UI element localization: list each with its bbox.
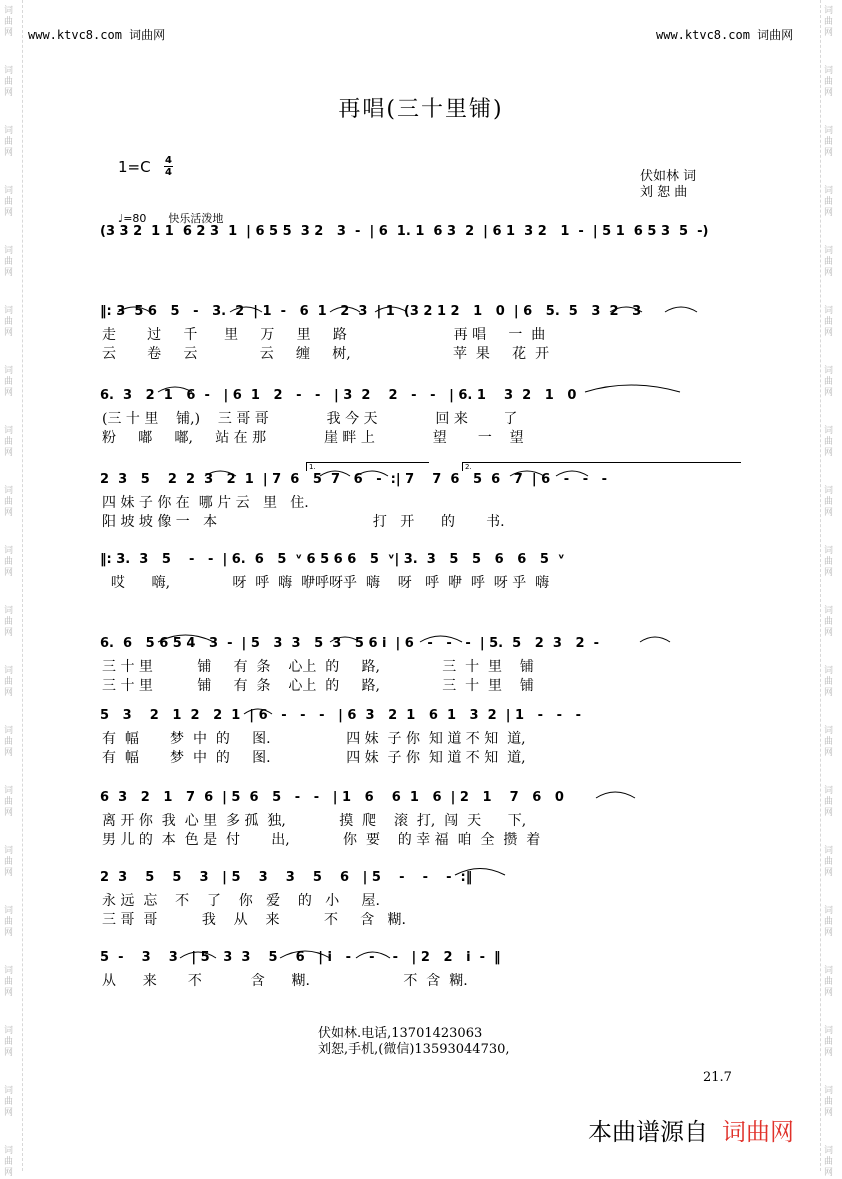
key-signature: 1=C (118, 158, 151, 176)
lyric-line: 男 儿 的 本 色 是 付 出, 你 要 的 幸 福 咱 全 攒 着 (102, 832, 541, 848)
lyric-line: 阳 坡 坡 像 一 本 打 开 的 书. (102, 514, 505, 530)
lyric-line: 四 妹 子 你 在 哪 片 云 里 住. (102, 495, 309, 511)
side-watermark-mark: 词 曲 网 (4, 6, 14, 38)
side-watermark-mark: 词 曲 网 (824, 786, 834, 818)
side-watermark-mark: 词 曲 网 (824, 726, 834, 758)
lyric-line: 永 远 忘 不 了 你 爱 的 小 屋. (102, 893, 380, 909)
side-watermark-mark: 词 曲 网 (4, 306, 14, 338)
side-watermark-mark: 词 曲 网 (824, 306, 834, 338)
lyric-line: 哎 嗨, 呀 呼 嗨 咿呼呀乎 嗨 呀 呼 咿 呼 呀 乎 嗨 (102, 575, 550, 591)
side-watermark-mark: 词 曲 网 (824, 546, 834, 578)
volta-bracket-1: 1. (306, 462, 429, 471)
side-watermark-mark: 词 曲 网 (4, 366, 14, 398)
notation-line: ‖: 3 5 6 5 - 3. 2 | 1 - 6 1 2 3 | 1 (3 2 1 2 1 0 | 6 5. 5 3 2 3 (100, 304, 642, 319)
side-watermark-mark: 词 曲 网 (4, 666, 14, 698)
side-watermark-mark: 词 曲 网 (4, 846, 14, 878)
notation-line: 6 3 2 1 7 6 | 5 6 5 - - | 1 6 6 1 6 | 2 1 7 6 0 (100, 790, 564, 805)
notation-line: (3 3 2 1 1 6 2 3 1 | 6 5 5 3 2 3 - | 6 1. 1 6 3 2 | 6 1 3 2 1 - | 5 1 6 5 3 5 -) (100, 224, 709, 239)
side-watermark-mark: 词 曲 网 (824, 486, 834, 518)
lyric-line: 走 过 千 里 万 里 路 再 唱 一 曲 (102, 327, 546, 343)
side-watermark-mark: 词 曲 网 (4, 66, 14, 98)
composer-credit: 刘 恕 曲 (640, 185, 688, 200)
side-watermark-mark: 词 曲 网 (824, 906, 834, 938)
side-watermark-mark: 词 曲 网 (824, 606, 834, 638)
watermark-url-left: www.ktvc8.com 词曲网 (28, 28, 166, 42)
side-watermark-mark: 词 曲 网 (4, 906, 14, 938)
time-signature-top: 4 (165, 155, 172, 166)
song-title: 再唱(三十里铺) (338, 97, 504, 122)
side-watermark-mark: 词 曲 网 (4, 1026, 14, 1058)
side-watermark-mark: 词 曲 网 (824, 186, 834, 218)
side-watermark-mark: 词 曲 网 (4, 186, 14, 218)
side-watermark-mark: 词 曲 网 (824, 366, 834, 398)
source-label: 本曲谱源自 (588, 1118, 708, 1146)
source-brand-link[interactable]: 词曲网 (722, 1118, 794, 1146)
lyric-line: 粉 嘟 嘟, 站 在 那 崖 畔 上 望 一 望 (102, 430, 524, 446)
watermark-url-right: www.ktvc8.com 词曲网 (656, 28, 794, 42)
side-watermark-mark: 词 曲 网 (4, 1146, 14, 1178)
tempo-expression: 快乐活泼地 (168, 212, 224, 225)
notation-line: 2 3 5 2 2 3 2 1 | 7 6 5 7 6 - :| 7 7 6 5 6 7 | 6 - - - (100, 472, 608, 487)
side-watermark-mark: 词 曲 网 (4, 246, 14, 278)
side-watermark-mark: 词 曲 网 (824, 426, 834, 458)
side-watermark-mark: 词 曲 网 (4, 1086, 14, 1118)
right-edge-line (820, 0, 821, 1171)
time-signature (164, 155, 173, 178)
side-watermark-mark: 词 曲 网 (824, 666, 834, 698)
side-watermark-mark: 词 曲 网 (4, 126, 14, 158)
lyric-line: (三 十 里 铺,) 三 哥 哥 我 今 天 回 来 了 (102, 411, 518, 427)
lyric-line: 有 幅 梦 中 的 图. 四 妹 子 你 知 道 不 知 道, (102, 731, 526, 747)
side-watermark-mark: 词 曲 网 (824, 66, 834, 98)
lyric-line: 从 来 不 含 糊. 不 含 糊. (102, 973, 468, 989)
time-signature-bottom: 4 (165, 167, 172, 178)
side-watermark-mark: 词 曲 网 (4, 726, 14, 758)
side-watermark-mark: 词 曲 网 (824, 6, 834, 38)
right-watermark-strip (820, 0, 842, 1178)
footer-contact-2: 刘恕,手机,(微信)13593044730, (318, 1042, 510, 1057)
side-watermark-mark: 词 曲 网 (4, 546, 14, 578)
lyric-line: 三 哥 哥 我 从 来 不 含 糊. (102, 912, 407, 928)
side-watermark-mark: 词 曲 网 (4, 786, 14, 818)
side-watermark-mark: 词 曲 网 (824, 1086, 834, 1118)
side-watermark-mark: 词 曲 网 (824, 966, 834, 998)
notation-line: 6. 6 5 6 5 4 3 - | 5 3 3 5 3 5 6 i | 6 - - - | 5. 5 2 3 2 - (100, 636, 599, 651)
lyric-line: 三 十 里 铺 有 条 心上 的 路, 三 十 里 铺 (102, 678, 534, 694)
score-date: 21.7 (703, 1070, 732, 1085)
left-edge-line (22, 0, 23, 1171)
side-watermark-mark: 词 曲 网 (4, 966, 14, 998)
lyric-line: 三 十 里 铺 有 条 心上 的 路, 三 十 里 铺 (102, 659, 534, 675)
lyric-line: 离 开 你 我 心 里 多 孤 独, 摸 爬 滚 打, 闯 天 下, (102, 813, 527, 829)
side-watermark-mark: 词 曲 网 (4, 486, 14, 518)
side-watermark-mark: 词 曲 网 (824, 246, 834, 278)
side-watermark-mark: 词 曲 网 (824, 846, 834, 878)
notation-line: 6. 3 2 1 6 - | 6 1 2 - - | 3 2 2 - - | 6. 1 3 2 1 0 (100, 388, 577, 403)
lyric-line: 云 卷 云 云 缠 树, 苹 果 花 开 (102, 346, 550, 362)
side-watermark-mark: 词 曲 网 (4, 426, 14, 458)
lyric-line: 有 幅 梦 中 的 图. 四 妹 子 你 知 道 不 知 道, (102, 750, 526, 766)
left-watermark-strip (0, 0, 22, 1178)
side-watermark-mark: 词 曲 网 (4, 606, 14, 638)
notation-line: 5 - 3 3 | 5 3 3 5 6 | i - - - | 2 2 i - ‖ (100, 950, 501, 965)
volta-bracket-2: 2. (462, 462, 741, 471)
side-watermark-mark: 词 曲 网 (824, 1146, 834, 1178)
side-watermark-mark: 词 曲 网 (824, 126, 834, 158)
footer-contact-1: 伏如林.电话,13701423063 (318, 1026, 483, 1041)
lyricist-credit: 伏如林 词 (640, 169, 697, 184)
notation-line: ‖: 3. 3 5 - - | 6. 6 5 ᵛ 6 5 6 6 5 ᵛ| 3. 3 5 5 6 6 5 ᵛ (100, 552, 565, 567)
notation-line: 2 3 5 5 3 | 5 3 3 5 6 | 5 - - - :‖ (100, 870, 473, 885)
source-banner (588, 1112, 794, 1147)
notation-line: 5 3 2 1 2 2 1 | 6 - - - | 6 3 2 1 6 1 3 2 | 1 - - - (100, 708, 581, 723)
side-watermark-mark: 词 曲 网 (824, 1026, 834, 1058)
tempo-mark: ♩=80 (118, 212, 147, 225)
